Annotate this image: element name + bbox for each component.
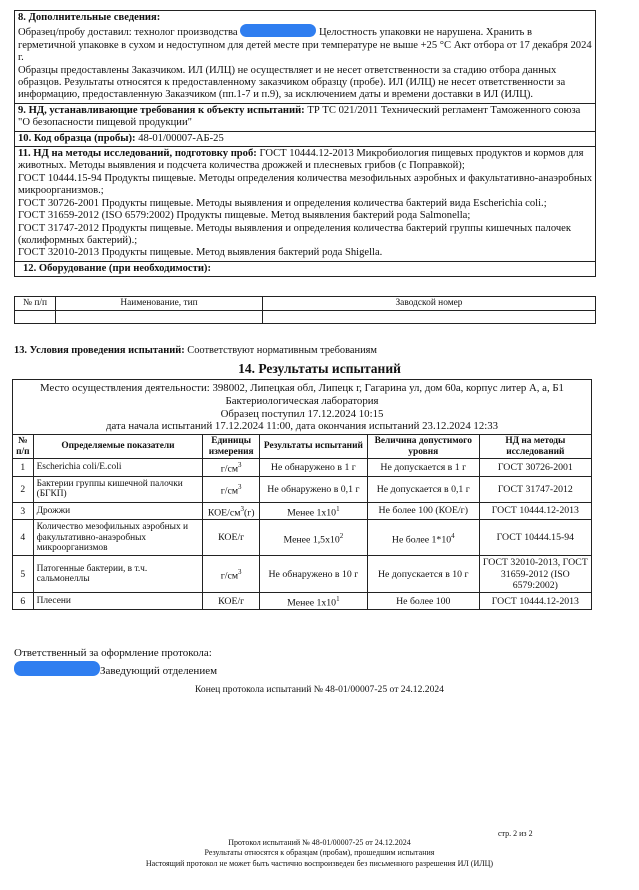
col-num: № п/п <box>13 435 34 459</box>
col-indicator: Определяемые показатели <box>33 435 203 459</box>
row-indicator: Патогенные бактерии, в т.ч. сальмонеллы <box>33 556 203 593</box>
sample-received: Образец поступил 17.12.2024 10:15 <box>220 407 384 420</box>
end-of-protocol: Конец протокола испытаний № 48-01/00007-25 от 24.12.2024 <box>195 684 444 695</box>
row-result: Менее $1х10^1$ <box>259 502 367 519</box>
row-num: 3 <box>13 502 34 519</box>
row-method: ГОСТ 32010-2013, ГОСТ 31659-2012 (ISO 6579:2002) <box>479 556 591 593</box>
responsible-position: Заведующий отделением <box>100 664 218 677</box>
method-6: ГОСТ 32010-2013 Продукты пищевые. Метод выявления бактерий рода Shigella. <box>18 247 383 259</box>
redaction-mark <box>240 24 316 37</box>
method-4: ГОСТ 31659-2012 (ISO 6579:2002) Продукты пищевые. Метод выявления бактерий рода Salmonella; <box>18 210 471 222</box>
row-num: 1 <box>13 459 34 476</box>
row-result: Не обнаружено в 0,1 г <box>259 476 367 502</box>
section-10 <box>15 131 596 146</box>
results-meta-row <box>13 380 592 435</box>
section-11 <box>15 147 596 262</box>
row-method: ГОСТ 30726-2001 <box>479 459 591 476</box>
row-result: Менее $1,5х10^2$ <box>259 520 367 556</box>
equipment-col-name: Наименование, тип <box>56 297 263 311</box>
info-sections-table <box>14 10 596 277</box>
col-unit: Единицы измерения <box>203 435 260 459</box>
table-row <box>13 459 592 476</box>
row-limit: Не более 100 <box>367 592 479 609</box>
method-2: ГОСТ 10444.15-94 Продукты пищевые. Методы определения количества мезофильных аэробных и факультативно-анаэробных микроорганизмов.; <box>18 172 593 197</box>
row-limit: Не допускается в 1 г <box>367 459 479 476</box>
page-footer <box>0 838 639 869</box>
section-8-line2: Образцы предоставлены Заказчиком. ИЛ (ИЛЦ) не осуществляет и не несет ответственности за стадию отбора данных образцов. Результаты относятся к предоставленному заказчиком образцу (пробе). ИЛ (ИЛЦ) не несет ответственности за информацию, предоставленную Заказчиком (пп.1-7 и п.9), за исключением даты и времени доставки в ИЛ (ИЛЦ). <box>18 64 566 101</box>
row-method: ГОСТ 10444.12-2013 <box>479 502 591 519</box>
table-row <box>13 476 592 502</box>
row-result: Не обнаружено в 1 г <box>259 459 367 476</box>
row-indicator: Бактерии группы кишечной палочки (БГКП) <box>33 476 203 502</box>
method-1: ГОСТ 10444.12-2013 Микробиология пищевых продуктов и кормов для животных. Методы выявления и подсчета количества дрожжей и плесневых грибов (с Поправкой); <box>18 148 584 172</box>
row-unit: КОЕ/$см^3(г)$ <box>203 502 260 519</box>
row-num: 5 <box>13 556 34 593</box>
section-9-title: 9. НД, устанавливающие требования к объекту испытаний: <box>18 104 305 116</box>
row-indicator: Escherichia coli/E.coli <box>33 459 203 476</box>
row-unit: $г/см^3$ <box>203 556 260 593</box>
section-11-title: 11. НД на методы исследований, подготовку проб: <box>18 148 257 160</box>
row-method: ГОСТ 10444.15-94 <box>479 520 591 556</box>
equipment-table <box>14 296 596 324</box>
row-indicator: Количество мезофильных аэробных и факультативно-анаэробных микроорганизмов <box>33 520 203 556</box>
method-3: ГОСТ 30726-2001 Продукты пищевые. Методы выявления и определения количества бактерий вида Escherichia coli.; <box>18 197 547 209</box>
equipment-col-serial: Заводской номер <box>263 297 596 311</box>
results-header-row <box>13 435 592 459</box>
table-row <box>13 502 592 519</box>
section-13-text: Соответствуют нормативным требованиям <box>187 345 377 356</box>
section-8-title: 8. Дополнительные сведения: <box>18 12 161 23</box>
section-8-line1b: Целостность упаковки не нарушена. Хранить в герметичной упаковке в сухом и недоступном для детей месте при температуре не выше +25 °С Акт отбора от 17 декабря 2024 г. <box>18 27 592 64</box>
row-limit: Не допускается в 10 г <box>367 556 479 593</box>
redaction-mark <box>14 661 100 676</box>
col-result: Результаты испытаний <box>259 435 367 459</box>
method-5: ГОСТ 31747-2012 Продукты пищевые. Методы выявления и определения количества бактерий группы кишечных палочек (колиформных бактерий).; <box>18 222 572 246</box>
results-table <box>12 379 592 610</box>
row-num: 2 <box>13 476 34 502</box>
test-dates: дата начала испытаний 17.12.2024 11:00, дата окончания испытаний 23.12.2024 12:33 <box>105 420 499 433</box>
equipment-header-row <box>15 297 596 311</box>
row-unit: $г/см^3$ <box>203 476 260 502</box>
responsible-label: Ответственный за оформление протокола: <box>14 647 212 659</box>
col-limit: Величина допустимого уровня <box>367 435 479 459</box>
row-method: ГОСТ 31747-2012 <box>479 476 591 502</box>
row-unit: $г/см^3$ <box>203 459 260 476</box>
section-13 <box>14 345 377 356</box>
section-10-title: 10. Код образца (пробы): <box>18 132 136 144</box>
row-limit: Не более 100 (КОЕ/г) <box>367 502 479 519</box>
section-8 <box>15 11 596 104</box>
equipment-empty-row <box>15 311 596 324</box>
row-num: 6 <box>13 592 34 609</box>
footer-line-2: Результаты относятся к образцам (пробам), прошедшим испытания <box>204 848 435 858</box>
page-number: стр. 2 из 2 <box>498 829 533 838</box>
row-indicator: Плесени <box>33 592 203 609</box>
footer-line-1: Протокол испытаний № 48-01/00007-25 от 24.12.2024 <box>228 838 411 847</box>
row-unit: КОЕ/г <box>203 520 260 556</box>
test-place: Место осуществления деятельности: 398002, Липецкая обл, Липецк г, Гагарина ул, дом 60а, корпус литер А, а, Б1 <box>40 382 564 394</box>
row-method: ГОСТ 10444.12-2013 <box>479 592 591 609</box>
sample-code: 48-01/00007-АБ-25 <box>138 132 224 144</box>
col-method: НД на методы исследований <box>479 435 591 459</box>
row-limit: Не допускается в 0,1 г <box>367 476 479 502</box>
table-row <box>13 592 592 609</box>
row-result: Не обнаружено в 10 г <box>259 556 367 593</box>
row-num: 4 <box>13 520 34 556</box>
section-8-line1a: Образец/пробу доставил: технолог производства <box>18 27 238 39</box>
section-13-title: 13. Условия проведения испытаний: <box>14 345 185 356</box>
equipment-col-num: № п/п <box>15 297 56 311</box>
results-title: 14. Результаты испытаний <box>238 361 401 376</box>
row-unit: КОЕ/г <box>203 592 260 609</box>
row-indicator: Дрожжи <box>33 502 203 519</box>
section-9-text: ТР ТС 021/2011 Технический регламент Таможенного союза "О безопасности пищевой продукции" <box>18 104 581 129</box>
table-row <box>13 520 592 556</box>
table-row <box>13 556 592 593</box>
section-9 <box>15 103 596 131</box>
section-12-title: 12. Оборудование (при необходимости): <box>23 262 211 274</box>
responsible-block <box>14 646 217 678</box>
section-12 <box>15 261 596 276</box>
footer-line-3: Настоящий протокол не может быть частично воспроизведен без письменного разрешения ИЛ (ИЛЦ) <box>145 858 494 868</box>
row-limit: Не более $1*10^4$ <box>367 520 479 556</box>
row-result: Менее $1х10^1$ <box>259 592 367 609</box>
lab-name: Бактериологическая лаборатория <box>225 394 379 407</box>
